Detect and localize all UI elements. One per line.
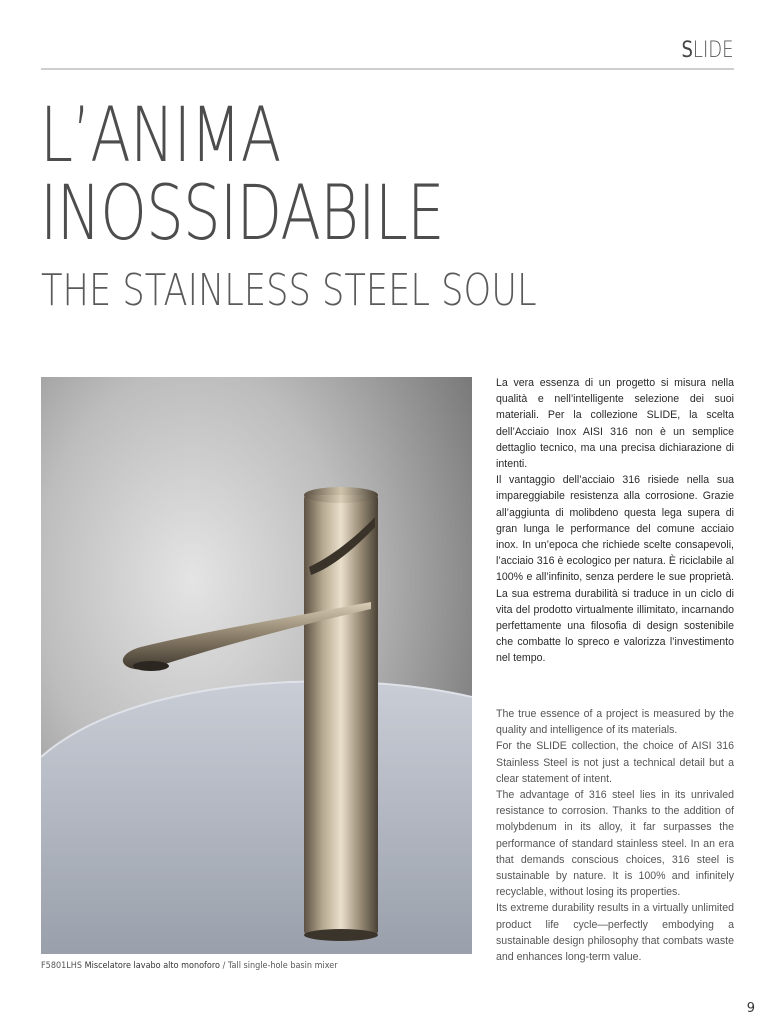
photo-caption (41, 961, 338, 971)
product-code: F5801LHS (41, 961, 83, 971)
page-title (40, 90, 444, 257)
title-line-2: INOSSIDABILE (40, 168, 444, 257)
page-number: 9 (746, 1001, 755, 1016)
paragraph: The true essence of a project is measured by the quality and intelligence of its materials. (496, 708, 734, 737)
paragraph: La vera essenza di un progetto si misura nella qualità e nell’intelligente selezione dei suoi materiali. Per la collezione SLIDE, la scelta dell’Acciaio Inox AISI 316 non è un semplice dettaglio tecnico, ma una precisa dichiarazione di intenti. (496, 377, 734, 471)
body-text-italian (496, 375, 734, 667)
title-line-1: L’ANIMA (40, 90, 281, 179)
brand-initial: S (681, 38, 694, 63)
product-name-en: / Tall single-hole basin mixer (222, 961, 338, 971)
product-name-it: Miscelatore lavabo alto monoforo (84, 961, 220, 971)
product-photo (41, 377, 472, 954)
brand-name (682, 38, 734, 63)
brand-rest: LIDE (693, 38, 734, 63)
paragraph: For the SLIDE collection, the choice of AISI 316 Stainless Steel is not just a technical detail but a clear statement of intent. (496, 740, 734, 785)
page-subtitle: THE STAINLESS STEEL SOUL (41, 265, 537, 316)
paragraph: Its extreme durability results in a virtually unlimited product life cycle—perfectly embodying a sustainable design philosophy that combats waste and enhances long-term value. (496, 902, 734, 964)
header-divider (41, 68, 734, 70)
paragraph: The advantage of 316 steel lies in its unrivaled resistance to corrosion. Thanks to the addition of molybdenum in its alloy, it far surpasses the performance of standard stainless steel. In an era that demands conscious choices, 316 steel is sustainable by nature. It is 100% and infinitely recyclable, without losing its properties. (496, 789, 734, 899)
body-text-english (496, 706, 734, 965)
paragraph: Il vantaggio dell’acciaio 316 risiede nella sua impareggiabile resistenza alla corrosione. Grazie all’aggiunta di molibdeno questa lega supera di gran lunga le performance del comune acciaio inox. In un’epoca che richiede scelte consapevoli, l’acciaio 316 è ecologico per natura. È riciclabile al 100% e all’infinito, senza perdere le sue proprietà. La sua estrema durabilità si traduce in un ciclo di vita del prodotto virtualmente illimitato, incarnando perfettamente una filosofia di design sostenibile che combatte lo spreco e valorizza l’investimento nel tempo. (496, 474, 734, 665)
